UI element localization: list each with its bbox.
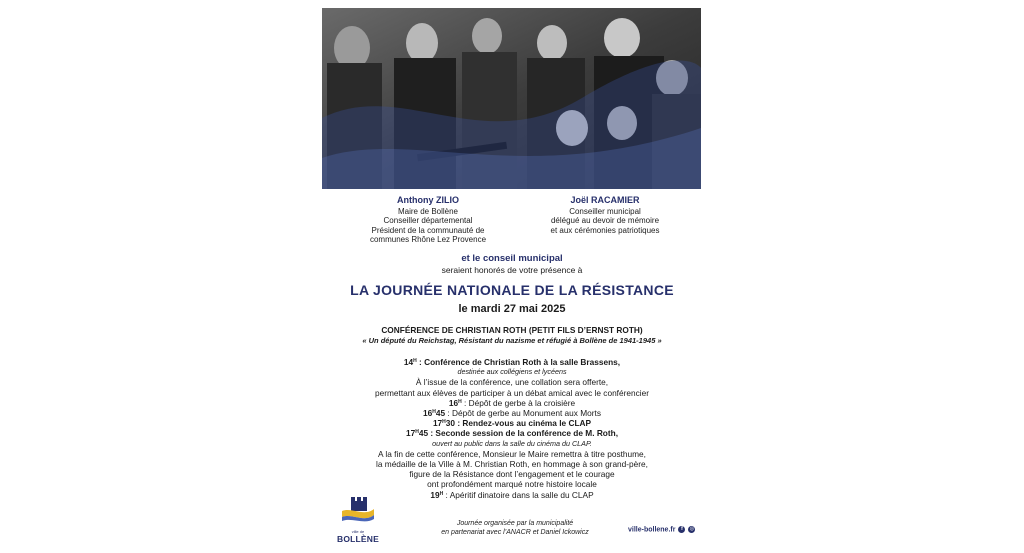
event-date: le mardi 27 mai 2025	[458, 303, 566, 315]
council-line: et le conseil municipal	[461, 253, 563, 264]
signatory-role: Conseiller municipal	[569, 206, 641, 216]
honoured-line: seraient honorés de votre présence à	[441, 265, 583, 275]
footer-line: en partenariat avec l’ANACR et Daniel Ickowicz	[441, 529, 589, 536]
website-block	[628, 526, 695, 533]
program-item: $14^H$ : Conférence de Christian Roth à la salle Brassens,	[403, 357, 621, 367]
program-note: destinée aux collégiens et lycéens	[457, 367, 567, 377]
program-item: $17^H30$ : Rendez-vous au cinéma le CLAP	[432, 418, 592, 429]
conference-title: CONFÉRENCE DE CHRISTIAN ROTH (PETIT FILS D’ERNST ROTH)	[381, 325, 643, 335]
program-desc: figure de la Résistance dont l’engagement et le courage	[409, 469, 615, 480]
logo-word: BOLLÈNE	[336, 534, 379, 544]
program	[322, 357, 702, 500]
signatory-role: communes Rhône Lez Provence	[369, 235, 487, 245]
conference-subtitle: « Un député du Reichstag, Résistant du nazisme et réfugié à Bollène de 1941-1945 »	[362, 336, 662, 345]
signatory-role: Maire de Bollène	[397, 206, 459, 216]
program-desc: À l’issue de la conférence, une collation sera offerte,	[415, 377, 609, 388]
program-desc: permettant aux élèves de participer à un débat amical avec le conférencier	[375, 387, 649, 398]
footer-credit	[405, 519, 625, 537]
program-desc: ont profondément marqué notre histoire locale	[427, 479, 597, 490]
program-desc: la médaille de la Ville à M. Christian Roth, en hommage à son grand-père,	[376, 459, 648, 470]
signatory-role: et aux cérémonies patriotiques	[550, 225, 660, 235]
signatory-councillor	[540, 196, 670, 235]
event-title: LA JOURNÉE NATIONALE DE LA RÉSISTANCE	[350, 282, 674, 298]
bollene-logo	[333, 495, 383, 544]
program-desc: A la fin de cette conférence, Monsieur le Maire remettra à titre posthume,	[378, 448, 646, 459]
program-item: $16^H45$ : Dépôt de gerbe au Monument aux Morts	[423, 408, 601, 419]
facebook-icon[interactable]: f	[678, 526, 685, 533]
program-item: $16^H$ : Dépôt de gerbe à la croisière	[448, 397, 576, 408]
website-link[interactable]: ville-bollene.fr	[628, 526, 676, 534]
signatory-name: Anthony ZILIO	[397, 195, 459, 205]
signatory-role: Président de la communauté de	[371, 225, 485, 235]
signatory-mayor	[348, 196, 508, 245]
footer-line: Journée organisée par la municipalité	[456, 520, 574, 527]
instagram-icon[interactable]: ◎	[689, 526, 695, 532]
resistance-photo	[322, 8, 701, 189]
program-note: ouvert au public dans la salle du cinéma du CLAP.	[432, 438, 592, 448]
signatory-name: Joël RACAMIER	[570, 195, 640, 205]
signatory-role: délégué au devoir de mémoire	[550, 216, 660, 226]
logo-small-text: ville de	[351, 529, 365, 534]
castle-icon	[338, 495, 378, 525]
signatory-role: Conseiller départemental	[383, 216, 473, 226]
program-item: $17^H45$ : Seconde session de la conférence de M. Roth,	[405, 428, 619, 439]
program-item: $19^H$ : Apéritif dinatoire dans la salle du CLAP	[430, 489, 594, 500]
